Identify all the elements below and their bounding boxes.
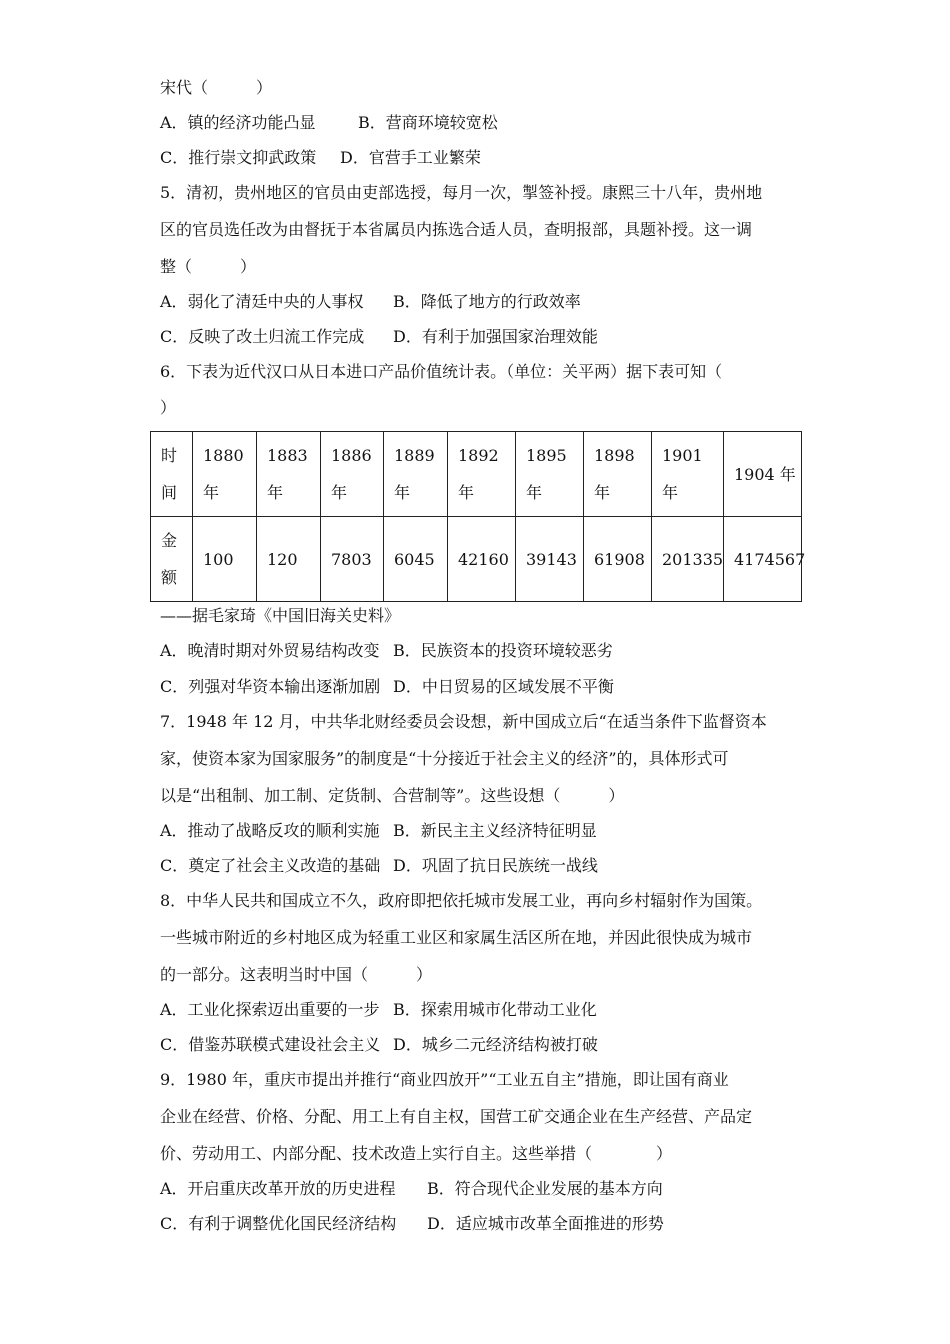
table-cell-year: 1886 年	[321, 432, 384, 517]
q5-stem-line-1: 5．清初，贵州地区的官员由吏部选授，每月一次，掣签补授。康熙三十八年，贵州地	[160, 183, 763, 202]
q6-source: ——据毛家琦《中国旧海关史料》	[160, 606, 401, 625]
table-cell-year: 1883 年	[257, 432, 321, 517]
table-cell-year: 1898 年	[584, 432, 652, 517]
q7-option-b: B．新民主主义经济特征明显	[393, 821, 597, 840]
q9-option-c: C．有利于调整优化国民经济结构	[160, 1214, 397, 1233]
q9-option-d: D．适应城市改革全面推进的形势	[427, 1214, 664, 1233]
q9-stem-line-2: 企业在经营、价格、分配、用工上有自主权，国营工矿交通企业在生产经营、产品定	[160, 1107, 753, 1126]
table-cell-amount: 100	[193, 517, 257, 602]
q8-stem-line-1: 8．中华人民共和国成立不久，政府即把依托城市发展工业，再向乡村辐射作为国策。	[160, 891, 763, 910]
table-cell-amount: 4174567	[724, 517, 802, 602]
q7-stem-line-1: 7．1948 年 12 月，中共华北财经委员会设想，新中国成立后“在适当条件下监督资本	[160, 712, 767, 731]
table-cell-year: 1895 年	[516, 432, 584, 517]
table-cell-year: 1889 年	[384, 432, 448, 517]
table-cell-amount: 120	[257, 517, 321, 602]
q7-stem-line-2: 家，使资本家为国家服务”的制度是“十分接近于社会主义的经济”的，具体形式可	[160, 749, 729, 768]
q4-option-a: A．镇的经济功能凸显	[160, 113, 316, 132]
q7-option-a: A．推动了战略反攻的顺利实施	[160, 821, 380, 840]
import-value-table	[150, 431, 806, 602]
q8-stem-line-2: 一些城市附近的乡村地区成为轻重工业区和家属生活区所在地，并因此很快成为城市	[160, 928, 753, 947]
table-row-years	[151, 432, 802, 517]
table-cell-year: 1892 年	[448, 432, 516, 517]
question-4-tail: 宋代（ ）	[160, 78, 273, 97]
table-cell-amount: 61908	[584, 517, 652, 602]
q6-option-a: A．晚清时期对外贸易结构改变	[160, 641, 380, 660]
table-cell-amount: 6045	[384, 517, 448, 602]
q7-stem-line-3: 以是“出租制、加工制、定货制、合营制等”。这些设想（ ）	[160, 786, 625, 805]
q8-option-b: B．探索用城市化带动工业化	[393, 1000, 597, 1019]
q6-option-b: B．民族资本的投资环境较恶劣	[393, 641, 613, 660]
q6-stem-line-2: ）	[160, 398, 177, 417]
q5-option-b: B．降低了地方的行政效率	[393, 292, 581, 311]
q5-stem-line-3: 整（ ）	[160, 257, 257, 276]
q5-option-d: D．有利于加强国家治理效能	[393, 327, 598, 346]
table-header-time: 时 间	[151, 432, 193, 517]
table-cell-amount: 7803	[321, 517, 384, 602]
q7-option-d: D．巩固了抗日民族统一战线	[393, 856, 598, 875]
q4-option-b: B．营商环境较宽松	[358, 113, 498, 132]
q9-option-b: B．符合现代企业发展的基本方向	[427, 1179, 663, 1198]
q5-option-a: A．弱化了清廷中央的人事权	[160, 292, 364, 311]
table-cell-year: 1904 年	[724, 432, 802, 517]
q6-option-d: D．中日贸易的区域发展不平衡	[393, 677, 614, 696]
q5-stem-line-2: 区的官员选任改为由督抚于本省属员内拣选合适人员，查明报部，具题补授。这一调	[160, 220, 753, 239]
q9-stem-line-1: 9．1980 年，重庆市提出并推行“商业四放开”“工业五自主”措施，即让国有商业	[160, 1070, 729, 1089]
q4-option-c: C．推行崇文抑武政策	[160, 148, 317, 167]
table-cell-year: 1901 年	[652, 432, 724, 517]
q6-stem-line-1: 6．下表为近代汉口从日本进口产品价值统计表。（单位：关平两）据下表可知（	[160, 362, 723, 381]
q6-option-c: C．列强对华资本输出逐渐加剧	[160, 677, 381, 696]
q4-option-d: D．官营手工业繁荣	[340, 148, 481, 167]
table-row-amounts	[151, 517, 802, 602]
table-cell-amount: 39143	[516, 517, 584, 602]
q5-option-c: C．反映了改土归流工作完成	[160, 327, 365, 346]
table-cell-amount: 201335	[652, 517, 724, 602]
q8-option-a: A．工业化探索迈出重要的一步	[160, 1000, 380, 1019]
q9-option-a: A．开启重庆改革开放的历史进程	[160, 1179, 396, 1198]
q7-option-c: C．奠定了社会主义改造的基础	[160, 856, 381, 875]
q9-stem-line-3: 价、劳动用工、内部分配、技术改造上实行自主。这些举措（ ）	[160, 1144, 673, 1163]
q8-option-c: C．借鉴苏联模式建设社会主义	[160, 1035, 381, 1054]
q8-option-d: D．城乡二元经济结构被打破	[393, 1035, 598, 1054]
q8-stem-line-3: 的一部分。这表明当时中国（ ）	[160, 965, 433, 984]
table-cell-amount: 42160	[448, 517, 516, 602]
table-header-amount: 金 额	[151, 517, 193, 602]
table-cell-year: 1880 年	[193, 432, 257, 517]
